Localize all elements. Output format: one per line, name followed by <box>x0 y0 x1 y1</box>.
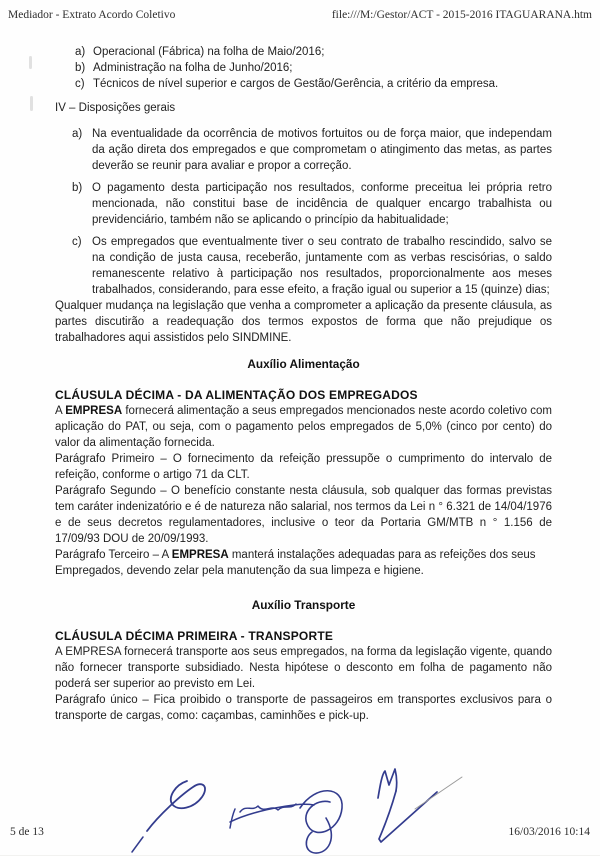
paragraph-text: manterá instalações adequadas para as refeições dos seus Empregados, devendo zelar pela manutenção da sua limpeza e higiene. <box>55 549 536 577</box>
paragraph-text: A <box>55 405 66 417</box>
paragrafo-segundo: Parágrafo Segundo – O benefício constante nesta cláusula, sob qualquer das formas previstas tem caráter indenizatório e é de natureza não salarial, nos termos da Lei n ° 6.321 de 14/04/1976 e de seus decretos regulamentadores, inclusive o teor da Portaria GM/MTB n ° 1.156 de 17/09/93 DOU de 20/09/1993. <box>55 485 552 545</box>
scan-artifact <box>30 96 33 111</box>
scan-artifact <box>29 56 32 69</box>
empresa-bold: EMPRESA <box>171 549 229 561</box>
document-content <box>55 44 552 724</box>
paragraph-transporte: A EMPRESA fornecerá transporte aos seus empregados, na forma da legislação vigente, quando não fornecer transporte subsidiado. Nesta hipótese o desconto em folha de pagamento não poderá ser superior ao previsto em Lei. <box>55 646 552 690</box>
list-text: Na eventualidade da ocorrência de motivos fortuitos ou de força maior, que independam da ação direta dos empregados e que comprometam o atingimento das metas, as partes deverão se reunir para avaliar e propor a correção. <box>92 128 552 172</box>
paragraph-alimentacao <box>55 403 552 451</box>
signature-right <box>378 769 462 842</box>
clausula-decima-title: CLÁUSULA DÉCIMA - DA ALIMENTAÇÃO DOS EMPREGADOS <box>55 388 418 402</box>
footer-timestamp: 16/03/2016 10:14 <box>508 826 590 838</box>
intro-list <box>75 44 552 92</box>
signature-middle <box>230 791 342 853</box>
list-item <box>72 126 552 174</box>
list-marker: b) <box>72 182 83 194</box>
heading-auxilio-alimentacao: Auxílio Alimentação <box>247 357 360 371</box>
empresa-bold: EMPRESA <box>65 405 123 417</box>
list-item <box>75 76 552 92</box>
header-file-path: file:///M:/Gestor/ACT - 2015-2016 ITAGUARANA.htm <box>331 9 592 21</box>
list-text: Operacional (Fábrica) na folha de Maio/2016; <box>93 46 325 58</box>
list-marker: c) <box>72 236 82 248</box>
list-marker: a) <box>72 128 83 140</box>
list-text: Os empregados que eventualmente tiver o seu contrato de trabalho rescindido, salvo se na condição de justa causa, receberão, juntamente com as verbas rescisórias, o saldo remanescente relativo à participação nos resultados, proporcionalmente aos meses trabalhados, considerando, para esse efeito, a fração igual ou superior a 15 (quinze) dias; <box>92 236 552 296</box>
heading-auxilio-transporte: Auxílio Transporte <box>251 598 356 612</box>
signature-left <box>132 781 205 852</box>
list-item <box>72 234 552 298</box>
section-iv-title: IV – Disposições gerais <box>55 102 176 114</box>
list-marker: c) <box>75 78 85 90</box>
list-text: Administração na folha de Junho/2016; <box>93 62 293 74</box>
list-item <box>75 60 552 76</box>
list-text: Técnicos de nível superior e cargos de Gestão/Gerência, a critério da empresa. <box>93 78 499 90</box>
paragraph-text: fornecerá alimentação a seus empregados mencionados neste acordo coletivo com aplicação do PAT, ou seja, com o pagamento pelos empregados de 5,0% (cinco por cento) do valor da alimentação fornecida. <box>55 405 553 449</box>
list-marker: b) <box>75 62 86 74</box>
paragrafo-terceiro <box>55 547 552 579</box>
footer-page-number: 5 de 13 <box>10 826 44 838</box>
list-text: O pagamento desta participação nos resultados, conforme preceitua lei própria retro mencionada, não constitui base de incidência de qualquer encargo trabalhista ou previdenciário, também não se aplicando o princípio da habitualidade; <box>92 182 552 226</box>
paragraph-text: Parágrafo Terceiro – A <box>55 549 172 561</box>
header-document-title: Mediador - Extrato Acordo Coletivo <box>8 9 176 21</box>
paragrafo-primeiro: Parágrafo Primeiro – O fornecimento da refeição pressupõe o cumprimento do intervalo de refeição, conforme o artigo 71 da CLT. <box>55 453 552 481</box>
clausula-decima-primeira-title: CLÁUSULA DÉCIMA PRIMEIRA - TRANSPORTE <box>55 629 334 643</box>
list-item <box>72 180 552 228</box>
handwritten-signatures <box>118 764 488 856</box>
paragrafo-unico: Parágrafo único – Fica proibido o transporte de passageiros em transportes exclusivos para o transporte de cargas, como: caçambas, caminhões e pick-up. <box>55 694 552 722</box>
list-item <box>75 44 552 60</box>
print-header <box>8 9 592 21</box>
paragraph-legislacao: Qualquer mudança na legislação que venha a comprometer a aplicação da presente cláusula, as partes discutirão a readequação dos termos expostos de forma que não prejudique os trabalhadores aqui assistidos pelo SINDMINE. <box>55 300 552 344</box>
list-marker: a) <box>75 46 86 58</box>
